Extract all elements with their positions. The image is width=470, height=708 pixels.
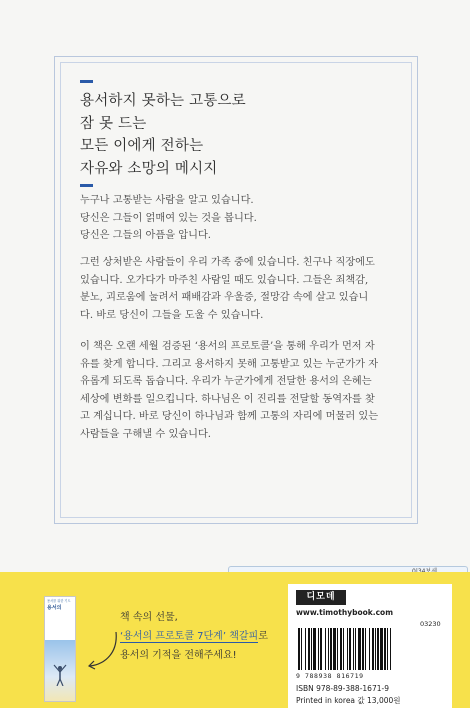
headline-line: 모든 이에게 전하는 (80, 138, 204, 154)
accent-bar-top (80, 80, 93, 83)
price-code: 03230 (420, 620, 441, 628)
body-line: 세상에 변화를 일으킵니다. 하나님은 이 진리를 전달할 동역자를 찾 (80, 393, 375, 405)
publisher-logo: 디모데 (296, 590, 346, 605)
body-line: 유롭게 되도록 돕습니다. 우리가 누군가에게 전달한 용서의 은혜는 (80, 376, 372, 387)
printed-and-price: Printed in korea 값 13,000원 (296, 696, 401, 705)
headline-line: 용서하지 못하는 고통으로 (80, 93, 246, 109)
body-line: 고 계십니다. 바로 당신이 하나님과 함께 고통의 자리에 머물러 있는 (80, 411, 379, 422)
body-line: 유를 찾게 합니다. 그리고 용서하지 못해 고통받고 있는 누군가가 자 (80, 358, 379, 370)
body-line: 있습니다. 오가다가 마주친 사람일 때도 있습니다. 그들은 죄책감, (80, 274, 369, 286)
body-paragraph-2 (80, 254, 398, 324)
curved-arrow-icon (84, 628, 120, 672)
body-line: 누구나 고통받는 사람을 알고 있습니다. (80, 195, 254, 206)
barcode-number: 9 788938 816719 (296, 672, 364, 680)
body-paragraph-1 (80, 192, 398, 245)
bookmark-small-text: 용서를 위한 기도 (47, 599, 71, 603)
body-line: 당신은 그들이 얽매여 있는 것을 봅니다. (80, 212, 257, 224)
promo-line-3: 용서의 기적을 전해주세요! (120, 650, 237, 661)
headline-line: 자유와 소망의 메시지 (80, 160, 218, 177)
body-line: 당신은 그들의 아픔을 압니다. (80, 230, 212, 241)
body-line: 이 책은 오랜 세월 검증된 ‘용서의 프로토콜’을 통해 우리가 먼저 자 (80, 341, 375, 352)
body-line: 분노, 괴로움에 눌려서 패배감과 우울증, 절망감 속에 살고 있습니 (80, 292, 369, 303)
body-paragraph-3 (80, 338, 398, 443)
headline (80, 90, 360, 180)
person-raising-arms-icon (53, 664, 67, 686)
barcode (294, 628, 444, 672)
isbn: ISBN 978-89-388-1671-9 (296, 684, 389, 693)
promo-highlight: ‘용서의 프로토콜 7단계’ 책갈피 (120, 631, 259, 642)
body-line: 다. 바로 당신이 그들을 도울 수 있습니다. (80, 309, 264, 321)
publisher-site: www.timothybook.com (296, 608, 394, 617)
bookmark-title: 용서의 (47, 605, 62, 611)
body-line: 사람들을 구해낼 수 있습니다. (80, 428, 212, 440)
promo-line-1: 책 속의 선물, (120, 612, 178, 623)
accent-bar-bottom (80, 184, 93, 187)
body-line: 그런 상처받은 사람들이 우리 가족 중에 있습니다. 친구나 직장에도 (80, 257, 375, 268)
headline-line: 잠 못 드는 (80, 115, 147, 132)
promo-text (120, 608, 268, 665)
promo-line-2 (120, 627, 268, 646)
promo-suffix: 로 (258, 631, 268, 642)
